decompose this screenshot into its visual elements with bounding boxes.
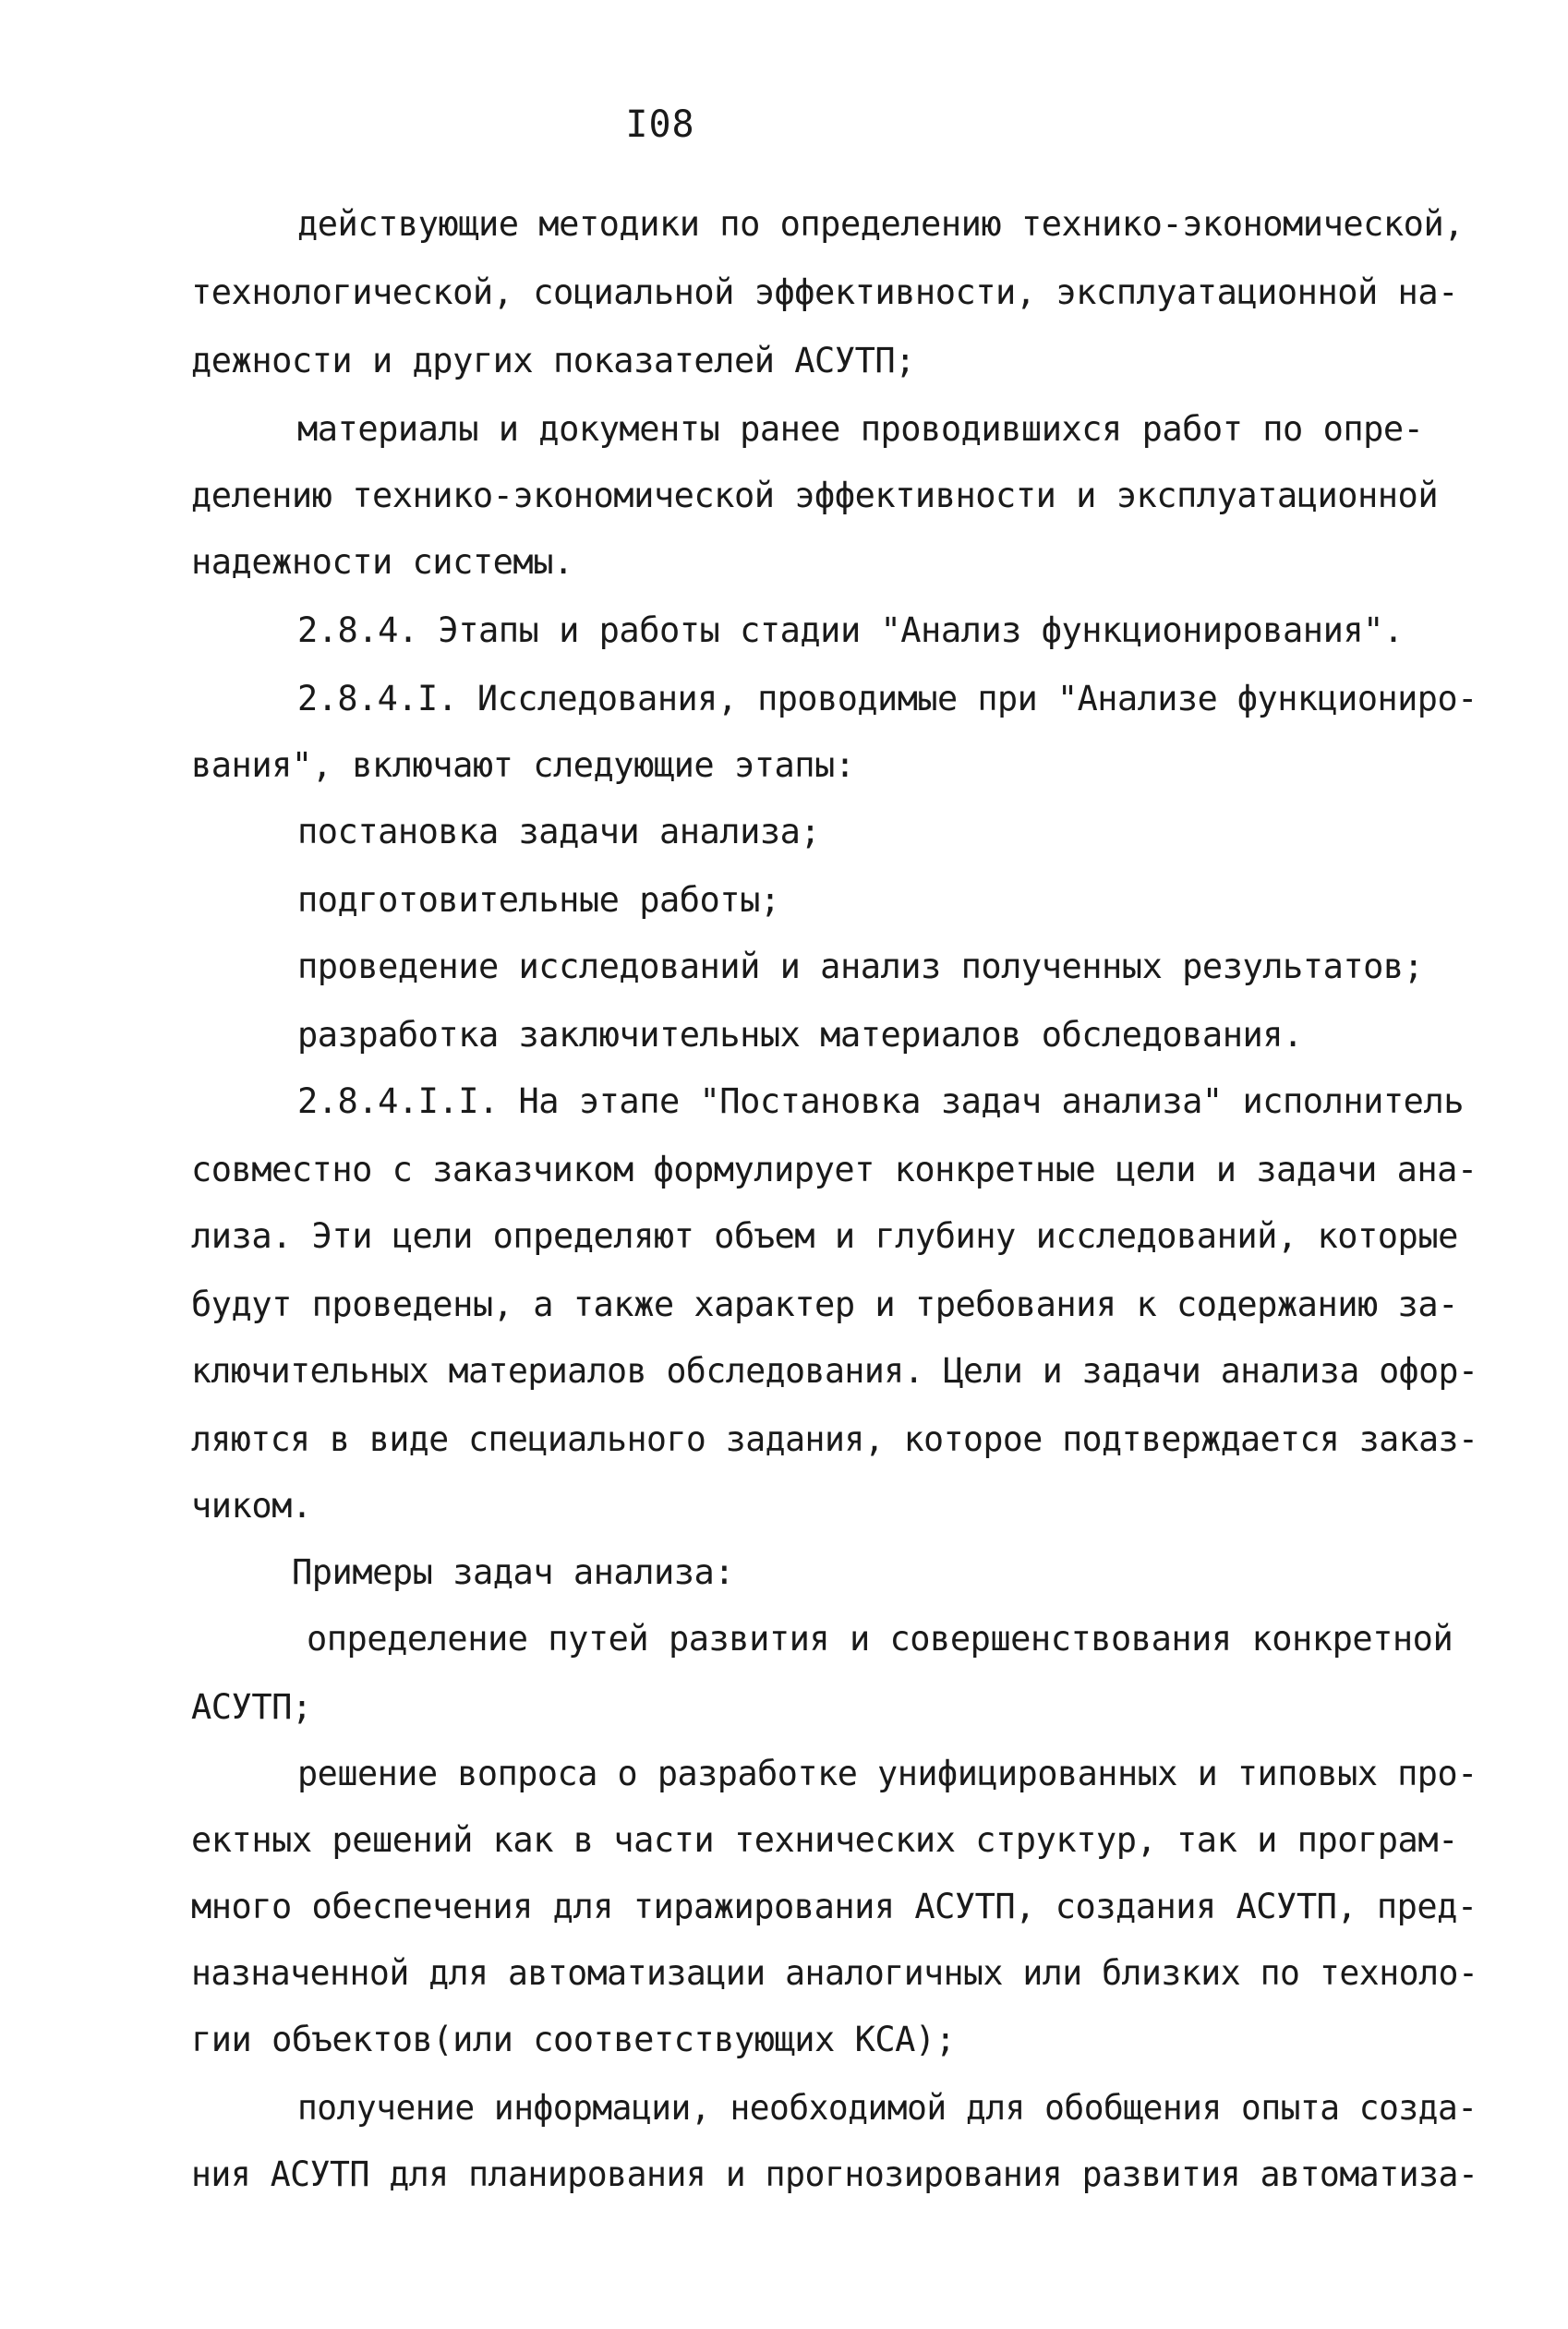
text-line: 2.8.4.I. Исследования, проводимые при "Анализе функциониро- — [297, 679, 1478, 718]
list-item: подготовительные работы; — [297, 880, 780, 920]
list-item: определение путей развития и совершенствования конкретной — [307, 1619, 1453, 1659]
text-line: назначенной для автоматизации аналогичных или близких по техноло- — [191, 1953, 1478, 1993]
list-item: получение информации, необходимой для обобщения опыта созда- — [297, 2088, 1478, 2128]
text-line: технологической, социальной эффективности, эксплуатационной на- — [191, 272, 1458, 312]
text-line: будут проведены, а также характер и требования к содержанию за- — [191, 1285, 1458, 1324]
text-line: много обеспечения для тиражирования АСУТП, создания АСУТП, пред- — [191, 1887, 1478, 1926]
text-line: действующие методики по определению технико-экономической, — [297, 204, 1465, 244]
text-line: вания", включают следующие этапы: — [191, 745, 855, 785]
text-line: ключительных материалов обследования. Цели и задачи анализа офор- — [191, 1351, 1478, 1391]
section-heading: 2.8.4. Этапы и работы стадии "Анализ функционирования". — [297, 610, 1404, 650]
text-line: чиком. — [191, 1486, 312, 1526]
text-line: делению технико-экономической эффективности и эксплуатационной — [191, 476, 1439, 515]
list-item: разработка заключительных материалов обследования. — [297, 1015, 1303, 1055]
list-item: проведение исследований и анализ полученных результатов; — [297, 947, 1424, 986]
list-item: решение вопроса о разработке унифицированных и типовых про- — [297, 1754, 1478, 1793]
list-item: постановка задачи анализа; — [297, 812, 821, 851]
text-line: лиза. Эти цели определяют объем и глубину исследований, которые — [191, 1216, 1458, 1256]
text-line: ния АСУТП для планирования и прогнозирования развития автоматиза- — [191, 2154, 1478, 2194]
page-number: I08 — [625, 103, 695, 146]
text-line: ектных решений как в части технических структур, так и програм- — [191, 1820, 1458, 1860]
text-line: ляются в виде специального задания, которое подтверждается заказ- — [191, 1419, 1478, 1459]
text-line: 2.8.4.I.I. На этапе "Постановка задач анализа" исполнитель — [297, 1081, 1465, 1121]
text-line: дежности и других показателей АСУТП; — [191, 341, 915, 380]
text-line: гии объектов(или соответствующих КСА); — [191, 2020, 956, 2059]
text-line: надежности системы. — [191, 542, 573, 582]
text-line: Примеры задач анализа: — [292, 1552, 735, 1592]
text-line: совместно с заказчиком формулирует конкретные цели и задачи ана- — [191, 1150, 1478, 1189]
text-line: материалы и документы ранее проводившихся работ по опре- — [297, 409, 1424, 449]
text-line: АСУТП; — [191, 1687, 312, 1727]
